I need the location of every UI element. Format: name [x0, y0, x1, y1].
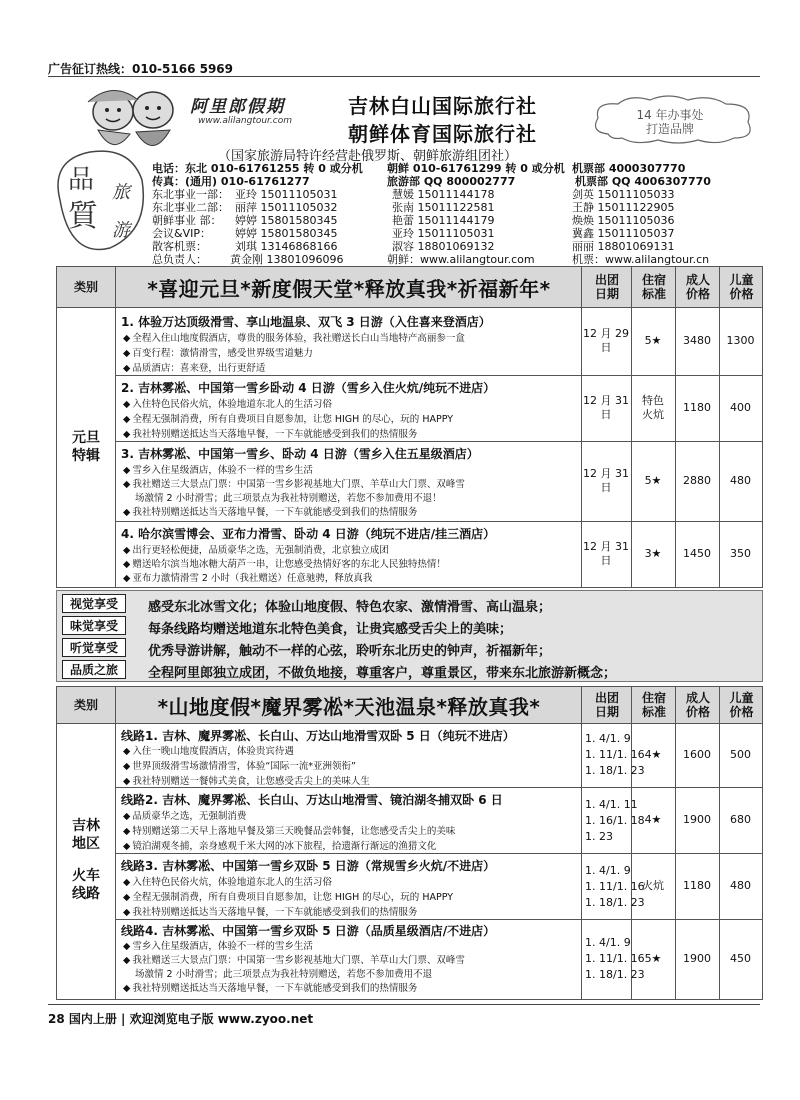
footer-divider	[48, 1004, 760, 1005]
contact-person: 焕焕 15011105036	[572, 214, 675, 227]
contact-person: 丽萍 15011105032	[235, 201, 338, 214]
child-price: 450	[730, 952, 751, 965]
tour-title[interactable]: 3. 吉林雾凇、中国第一雪乡、卧动 4 日游（雪乡入住五星级酒店）	[121, 447, 479, 461]
tour-hotel: 5★	[644, 474, 662, 487]
child-price: 480	[730, 474, 751, 487]
route-title[interactable]: 线路3. 吉林雾凇、中国第一雪乡双卧 5 日游（常规雪乡火炕/不进店）	[121, 859, 496, 873]
svg-text:旅: 旅	[112, 182, 130, 203]
fax: 传真：(通用) 010-61761277	[152, 175, 310, 188]
brand-url[interactable]: www.alilangtour.com	[198, 116, 293, 126]
table-header	[57, 687, 762, 723]
divider	[115, 723, 116, 999]
svg-text:質: 質	[68, 199, 98, 234]
route-date: 1. 4/1. 9	[585, 864, 631, 877]
route-date: 1. 23	[585, 830, 613, 843]
table-header	[57, 267, 762, 307]
route-title[interactable]: 线路2. 吉林、魔界雾凇、长白山、万达山地滑雪、镜泊湖冬捕双卧 6 日	[121, 793, 503, 807]
new-year-table	[56, 266, 763, 588]
header-hotel: 住宿 标准	[631, 267, 676, 307]
route-date: 1. 11/1. 16	[585, 748, 645, 761]
contact-dept: 总负责人：	[152, 253, 207, 266]
tour-date: 12 月 31 日	[583, 394, 629, 421]
contact-person: 丽丽 18801069131	[572, 240, 675, 253]
adult-price: 1450	[683, 547, 711, 560]
header-adult-price: 成人 价格	[675, 267, 720, 307]
contact-person: 艳蕾 15011144179	[392, 214, 495, 227]
header-title: *山地度假*魔界雾凇*天池温泉*释放真我*	[115, 687, 582, 723]
child-price: 680	[730, 813, 751, 826]
adult-price: 2880	[683, 474, 711, 487]
contact-person: 刘琪 13146868166	[235, 240, 338, 253]
korea-website-link[interactable]: 朝鲜：www.alilangtour.com	[387, 253, 535, 266]
header-child-price: 儿童 价格	[719, 267, 763, 307]
header-date: 出团 日期	[581, 687, 632, 723]
qq-tour: 旅游部 QQ 800002777	[387, 175, 516, 188]
contact-person: 慧媛 15011144178	[392, 188, 495, 201]
feature-text-quality: 全程阿里郎独立成团，不做负地接，尊重客户，尊重景区，带来东北旅游新概念；	[148, 666, 617, 681]
adult-price: 1180	[683, 879, 711, 892]
contact-person: 婷婷 15801580345	[235, 214, 338, 227]
route-title[interactable]: 线路1. 吉林、魔界雾凇、长白山、万达山地滑雪双卧 5 日（纯玩不进店）	[121, 729, 515, 743]
adult-price: 1600	[683, 748, 711, 761]
tour-hotel: 3★	[644, 547, 662, 560]
phone-northeast: 电话：东北 010-61761255 转 0 或分机	[152, 162, 363, 175]
divider	[115, 307, 116, 587]
route-feature: ◆ 我社特别赠送一餐韩式美食，让您感受舌尖上的美味人生	[123, 773, 370, 787]
contact-person: 淑容 18801069132	[392, 240, 495, 253]
contact-person: 黄金刚 13801096096	[230, 253, 344, 266]
tour-date: 12 月 31 日	[583, 467, 629, 494]
tour-feature: ◆ 亚布力激情滑雪 2 小时（我社赠送）任意驰骋，释放真我	[123, 570, 372, 584]
route-feature: ◆ 我社特别赠送抵达当天落地早餐，一下车就能感受到我们的热情服务	[123, 980, 417, 994]
category-jilin: 吉林 地区	[72, 818, 100, 852]
route-date: 1. 4/1. 11	[585, 798, 638, 811]
child-price: 480	[730, 879, 751, 892]
agency-name-2: 朝鲜体育国际旅行社	[348, 122, 537, 146]
quality-seal-icon	[50, 140, 150, 260]
feature-label-hearing: 听觉享受	[62, 638, 126, 657]
category-new-year: 元旦 特辑	[72, 430, 100, 464]
route-date: 1. 4/1. 9	[585, 732, 631, 745]
contact-dept: 散客机票：	[152, 240, 207, 253]
header-title: *喜迎元旦*新度假天堂*释放真我*祈福新年*	[115, 267, 582, 307]
contact-dept: 朝鲜事业 部：	[152, 214, 222, 227]
route-feature: ◆ 我社赠送三大景点门票：中国第一雪乡影视基地大门票、羊草山大门票、双峰雪	[123, 952, 465, 966]
route-feature: ◆ 雪乡入住星级酒店，体验不一样的雪乡生活	[123, 938, 313, 952]
header-category: 类别	[73, 698, 98, 712]
ad-hotline: 广告征订热线：010-5166 5969	[48, 62, 234, 76]
tour-feature: ◆ 出行更轻松便捷，品质豪华之选，无强制消费，北京独立成团	[123, 542, 389, 556]
tour-feature: ◆ 我社特别赠送抵达当天落地早餐，一下车就能感受到我们的热情服务	[123, 426, 417, 440]
route-feature: ◆ 世界顶级滑雪场激情滑雪，体验“国际一流*亚洲领衔”	[123, 758, 356, 772]
feature-text-hearing: 优秀导游讲解，触动不一样的心弦，聆听东北历史的钟声，祈福新年；	[148, 644, 552, 659]
header-child-price: 儿童 价格	[719, 687, 763, 723]
tour-date: 12 月 31 日	[583, 540, 629, 567]
route-date: 1. 4/1. 9	[585, 936, 631, 949]
tour-feature-continued: 场激情 2 小时滑雪；此三项景点为我社特别赠送，若您不参加费用不退！	[135, 493, 442, 504]
tour-feature: ◆ 入住特色民俗火炕，体验地道东北人的生活习俗	[123, 396, 332, 410]
feature-label-quality: 品质之旅	[62, 660, 126, 679]
divider	[581, 723, 582, 999]
route-hotel: 5★	[644, 952, 662, 965]
top-divider	[48, 76, 760, 77]
child-price: 400	[730, 401, 751, 414]
contact-person: 王静 15011122905	[572, 201, 675, 214]
qq-ticket: 机票部 QQ 4006307770	[575, 175, 711, 188]
cloud-text-2: 打造品牌	[645, 122, 694, 136]
adult-price: 3480	[683, 334, 711, 347]
contact-person: 张南 15011122581	[392, 201, 495, 214]
contact-person: 婷婷 15801580345	[235, 227, 338, 240]
route-date: 1. 18/1. 23	[585, 968, 645, 981]
contact-person: 冀鑫 15011105037	[572, 227, 675, 240]
tour-feature: ◆ 我社特别赠送抵达当天落地早餐，一下车就能感受到我们的热情服务	[123, 504, 417, 518]
header-adult-price: 成人 价格	[675, 687, 720, 723]
header-hotel: 住宿 标准	[631, 687, 676, 723]
brand-logo: 阿里郎假期	[190, 97, 285, 117]
tour-feature: ◆ 雪乡入住星级酒店，体验不一样的雪乡生活	[123, 462, 313, 476]
tour-feature: ◆ 百变行程：激情滑雪，感受世界级雪道魅力	[123, 345, 313, 359]
route-feature: ◆ 入住特色民俗火炕，体验地道东北人的生活习俗	[123, 874, 332, 888]
agency-name-1: 吉林白山国际旅行社	[348, 94, 537, 118]
ticket-phone: 机票部 4000307770	[572, 162, 686, 175]
svg-text:品: 品	[68, 165, 95, 195]
route-date: 1. 16/1. 18	[585, 814, 645, 827]
route-feature: ◆ 特别赠送第二天早上落地早餐及第三天晚餐品尝韩餐，让您感受舌尖上的美味	[123, 823, 455, 837]
contact-person: 亚玲 15011105031	[235, 188, 338, 201]
route-title[interactable]: 线路4. 吉林雾凇、中国第一雪乡双卧 5 日游（品质星级酒店/不进店）	[121, 924, 496, 938]
route-date: 1. 18/1. 23	[585, 764, 645, 777]
feature-label-visual: 视觉享受	[62, 594, 126, 613]
tour-date: 12 月 29 日	[583, 327, 629, 354]
contact-dept: 东北事业二部：	[152, 201, 229, 214]
tour-feature: ◆ 品质酒店：喜来登，出行更舒适	[123, 360, 265, 374]
adult-price: 1900	[683, 952, 711, 965]
child-price: 500	[730, 748, 751, 761]
contact-person: 亚玲 15011105031	[392, 227, 495, 240]
feature-text-visual: 感受东北冰雪文化；体验山地度假、特色农家、激情滑雪、高山温泉；	[148, 600, 552, 615]
tour-hotel: 5★	[644, 334, 662, 347]
feature-label-taste: 味觉享受	[62, 616, 126, 635]
tour-title[interactable]: 1. 体验万达顶级滑雪、享山地温泉、双飞 3 日游（入住喜来登酒店）	[121, 315, 491, 329]
route-date: 1. 11/1. 16	[585, 952, 645, 965]
route-feature: ◆ 全程无强制消费，所有自费项目自愿参加，让您 HIGH 的尽心，玩的 HAPPY	[123, 889, 453, 903]
svg-text:游: 游	[112, 220, 130, 241]
tour-feature: ◆ 我社赠送三大景点门票：中国第一雪乡影视基地大门票、羊草山大门票、双峰雪	[123, 476, 465, 490]
tour-feature: ◆ 全程无强制消费，所有自费项目自愿参加，让您 HIGH 的尽心，玩的 HAPPY	[123, 411, 453, 425]
tour-title[interactable]: 4. 哈尔滨雪博会、亚布力滑雪、卧动 4 日游（纯玩不进店/挂三酒店）	[121, 527, 496, 541]
category-train: 火车 线路	[72, 868, 100, 902]
child-price: 1300	[726, 334, 755, 347]
feature-text-taste: 每条线路均赠送地道东北特色美食，让贵宾感受舌尖上的美味；	[148, 622, 513, 637]
tour-hotel: 特色 火炕	[642, 394, 664, 421]
route-hotel: 火炕	[642, 879, 664, 892]
contact-dept: 东北事业一部：	[152, 188, 229, 201]
header-date: 出团 日期	[581, 267, 632, 307]
child-price: 350	[730, 547, 751, 560]
license-note: （国家旅游局特许经营赴俄罗斯、朝鲜旅游组团社）	[218, 149, 518, 164]
route-hotel: 4★	[644, 813, 662, 826]
route-feature-continued: 场激情 2 小时滑雪；此三项景点为我社特别赠送，若您不参加费用不退	[135, 969, 433, 980]
route-hotel: 4★	[644, 748, 662, 761]
tour-feature: ◆ 全程入住山地度假酒店，尊贵的服务体验，我社赠送长白山当地特产高丽参一盒	[123, 330, 465, 344]
page-footer: 28 国内上册 | 欢迎浏览电子版 www.zyoo.net	[48, 1012, 314, 1026]
contact-dept: 会议&VIP：	[152, 227, 211, 240]
adult-price: 1900	[683, 813, 711, 826]
tour-feature: ◆ 赠送哈尔滨当地冰糖大葫芦一串，让您感受热情好客的东北人民独特热情！	[123, 556, 446, 570]
route-feature: ◆ 我社特别赠送抵达当天落地早餐，一下车就能感受到我们的热情服务	[123, 904, 417, 918]
ticket-website-link[interactable]: 机票：www.alilangtour.cn	[572, 253, 710, 266]
route-feature: ◆ 镜泊湖观冬捕，亲身感观千米大网的冰下旅程，拾遗渐行渐远的渔猎文化	[123, 838, 436, 852]
adult-price: 1180	[683, 401, 711, 414]
route-date: 1. 18/1. 23	[585, 896, 645, 909]
tour-title[interactable]: 2. 吉林雾凇、中国第一雪乡卧动 4 日游（雪乡入住火炕/纯玩不进店）	[121, 381, 496, 395]
contact-person: 剑英 15011105033	[572, 188, 675, 201]
route-date: 1. 11/1. 16	[585, 880, 645, 893]
phone-korea: 朝鲜 010-61761299 转 0 或分机	[387, 162, 565, 175]
cloud-text-1: 14 年办事处	[636, 108, 704, 122]
header-category: 类别	[73, 280, 98, 294]
jilin-table	[56, 686, 763, 1000]
route-feature: ◆ 入住一晚山地度假酒店，体验贵宾待遇	[123, 743, 294, 757]
route-feature: ◆ 品质豪华之选，无强制消费	[123, 808, 246, 822]
